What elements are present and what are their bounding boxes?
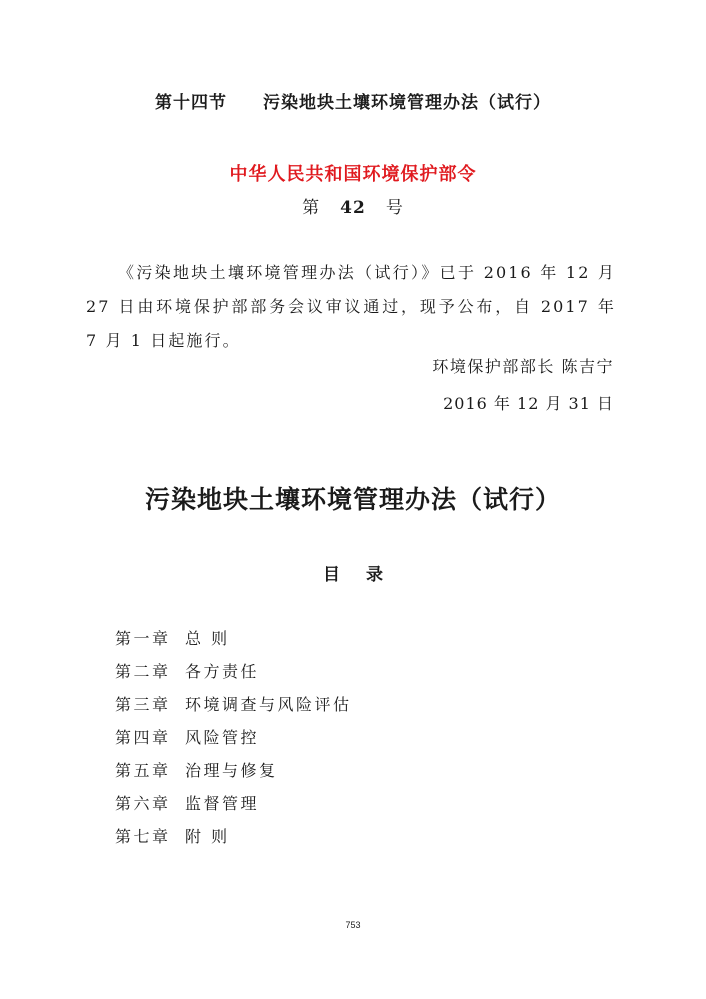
- toc-heading-left: 目: [323, 565, 340, 585]
- toc-item: [115, 787, 352, 820]
- toc-item: [115, 820, 352, 853]
- table-of-contents: [115, 622, 352, 853]
- signer-line: 环境保护部部长 陈吉宁: [432, 357, 614, 376]
- section-number: 第十四节: [155, 93, 227, 113]
- toc-item: [115, 655, 352, 688]
- toc-title: 附 则: [185, 827, 230, 846]
- toc-chapter: 第六章: [115, 794, 171, 813]
- document-title: 污染地块土壤环境管理办法（试行）: [144, 485, 561, 514]
- order-number-line: [0, 193, 706, 218]
- toc-heading-right: 录: [366, 565, 383, 585]
- order-prefix: 第: [302, 198, 321, 218]
- toc-title: 监督管理: [185, 794, 260, 813]
- signature-date: 2016 年 12 月 31 日: [443, 394, 614, 413]
- page-number: 753: [345, 920, 361, 930]
- toc-chapter: 第一章: [115, 629, 171, 648]
- toc-chapter: 第二章: [115, 662, 171, 681]
- toc-title: 治理与修复: [185, 761, 278, 780]
- toc-chapter: 第四章: [115, 728, 171, 747]
- section-heading: [0, 88, 706, 113]
- toc-title: 风险管控: [185, 728, 260, 747]
- toc-item: [115, 622, 352, 655]
- toc-item: [115, 688, 352, 721]
- order-issuer: 中华人民共和国环境保护部令: [229, 164, 477, 185]
- toc-item: [115, 754, 352, 787]
- toc-title: 各方责任: [185, 662, 260, 681]
- section-title: 污染地块土壤环境管理办法（试行）: [263, 93, 551, 113]
- toc-title: 环境调查与风险评估: [185, 695, 352, 714]
- announcement-paragraph: 《污染地块土壤环境管理办法（试行）》已于 2016 年 12 月 27 日由环境保护部部务会议审议通过，现予公布，自 2017 年 7 月 1 日起施行。: [86, 263, 616, 350]
- toc-chapter: 第三章: [115, 695, 171, 714]
- order-suffix: 号: [385, 198, 404, 218]
- toc-heading: [0, 560, 706, 585]
- toc-chapter: 第七章: [115, 827, 171, 846]
- toc-item: [115, 721, 352, 754]
- toc-chapter: 第五章: [115, 761, 171, 780]
- order-number: 42: [340, 198, 366, 218]
- toc-title: 总 则: [185, 629, 230, 648]
